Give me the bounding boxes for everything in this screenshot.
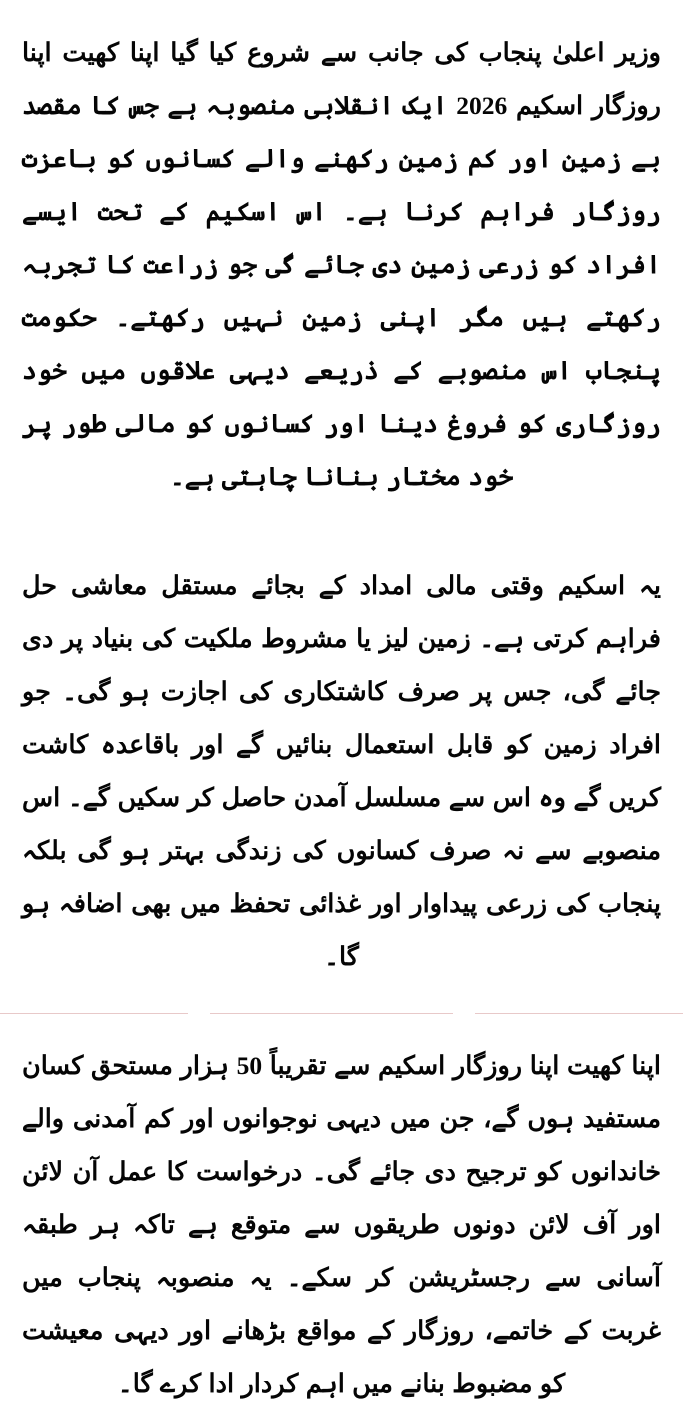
paragraph-2: یہ اسکیم وقتی مالی امداد کے بجائے مستقل معاشی حل فراہم کرتی ہے۔ زمین لیز یا مشروط ملکیت کی بنیاد پر دی جائے گی، جس پر صرف کاشتکاری کی اجازت ہو گی۔ جو افراد زمین کو قابل استعمال بنائیں گے اور باقاعدہ کاشت کریں گے وہ اس سے مسلسل آمدن حاصل کر سکیں گے۔ اس منصوبے سے نہ صرف کسانوں کی زندگی بہتر ہو گی بلکہ پنجاب کی زرعی پیداوار اور غذائی تحفظ میں بھی اضافہ ہو گا۔ xyxy=(22,571,661,971)
article-body xyxy=(22,26,661,1410)
paragraph-1: وزیر اعلیٰ پنجاب کی جانب سے شروع کیا گیا اپنا کھیت اپنا روزگار اسکیم 2026 ایک انقلابی منصوبہ ہے جس کا مقصد بے زمین اور کم زمین رکھنے والے کسانوں کو باعزت روزگار فراہم کرنا ہے۔ اس اسکیم کے تحت ایسے افراد کو زرعی زمین دی جائے گی جو زراعت کا تجربہ رکھتے ہیں مگر اپنی زمین نہیں رکھتے۔ حکومت پنجاب اس منصوبے کے ذریعے دیہی علاقوں میں خود روزگاری کو فروغ دینا اور کسانوں کو مالی طور پر خود مختار بنانا چاہتی ہے۔ xyxy=(22,38,661,491)
paragraph-3: اپنا کھیت اپنا روزگار اسکیم سے تقریباً 50 ہزار مستحق کسان مستفید ہوں گے، جن میں دیہی نوجوانوں اور کم آمدنی والے خاندانوں کو ترجیح دی جائے گی۔ درخواست کا عمل آن لائن اور آف لائن دونوں طریقوں سے متوقع ہے تاکہ ہر طبقہ آسانی سے رجسٹریشن کر سکے۔ یہ منصوبہ پنجاب میں غربت کے خاتمے، روزگار کے مواقع بڑھانے اور دیہی معیشت کو مضبوط بنانے میں اہم کردار ادا کرے گا۔ xyxy=(22,1051,661,1398)
